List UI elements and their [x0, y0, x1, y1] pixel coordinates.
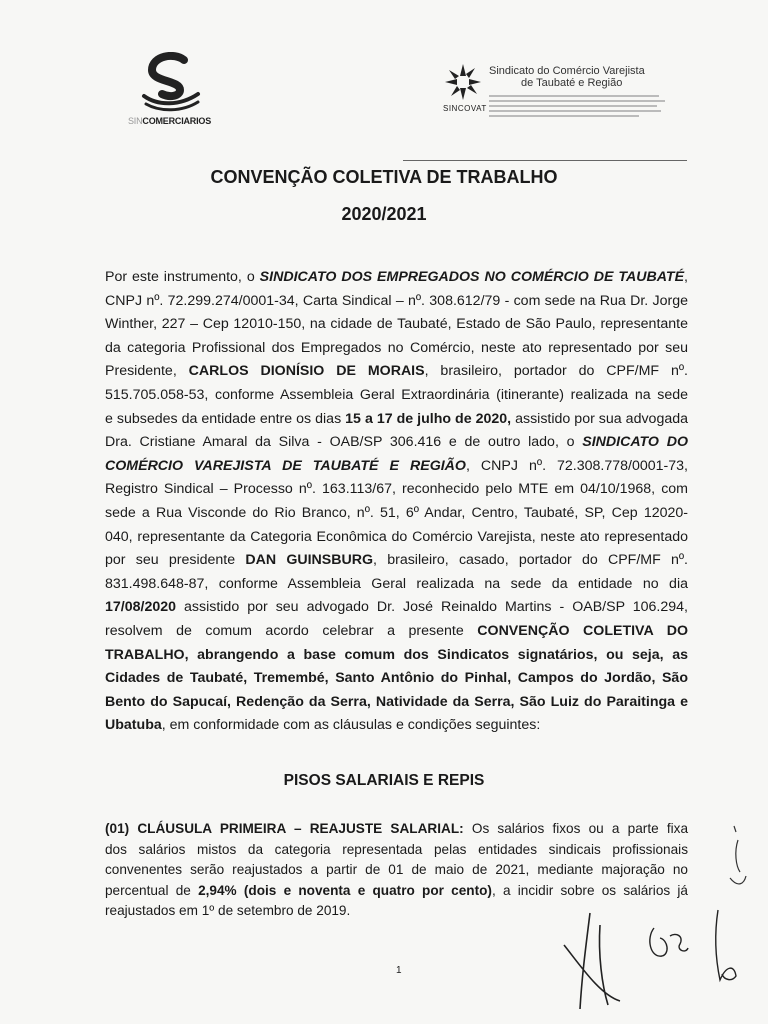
- sincovat-name-line2: de Taubaté e Região: [521, 77, 623, 89]
- preamble-line: [105, 360, 688, 384]
- preamble-text: assistido por sua advogada: [511, 410, 689, 427]
- preamble-line: [105, 714, 688, 738]
- preamble-text: SINDICATO DOS EMPREGADOS NO COMÉRCIO DE TAUBATÉ: [259, 269, 685, 285]
- preamble-line: [105, 620, 688, 644]
- preamble-text: resolvem de comum acordo celebrar a presente: [105, 622, 478, 639]
- clause-line: [105, 819, 688, 840]
- preamble-text: CONVENÇÃO COLETIVA DO: [477, 622, 688, 639]
- sincomerciarios-logo: [128, 52, 238, 132]
- signature-initials-1: [560, 905, 630, 1015]
- preamble-text: COMÉRCIO VAREJISTA DE TAUBATÉ E REGIÃO: [105, 457, 466, 474]
- preamble-text: 515.705.058-53, conforme Assembleia Geral Extraordinária (itinerante) realizada na sede: [105, 386, 688, 403]
- clause-line: [105, 860, 688, 881]
- preamble-text: Ubatuba: [105, 717, 162, 734]
- preamble-text: Presidente,: [105, 363, 189, 380]
- preamble-line: [105, 290, 688, 314]
- preamble-line: [105, 573, 688, 597]
- preamble-line: [105, 455, 688, 479]
- signature-initials-2: [706, 906, 746, 986]
- document-subtitle: 2020/2021: [341, 204, 427, 224]
- preamble-text: , brasileiro, portador do CPF/MF nº.: [424, 363, 688, 380]
- margin-initials: [724, 822, 750, 892]
- section-heading: PISOS SALARIAIS E REPIS: [283, 772, 485, 789]
- document-title: CONVENÇÃO COLETIVA DE TRABALHO: [210, 167, 558, 187]
- sincovat-emblem-icon: [443, 62, 483, 102]
- preamble-line: [105, 478, 688, 502]
- preamble-text: , em conformidade com as cláusulas e condições seguintes:: [161, 717, 541, 734]
- preamble-paragraph: [105, 266, 688, 738]
- clause-text: convenentes serão reajustados a partir de 01 de maio de 2021, mediante majoração no: [105, 862, 688, 878]
- preamble-line: [105, 526, 688, 550]
- preamble-line: [105, 408, 688, 432]
- preamble-line: [105, 644, 688, 668]
- preamble-text: da categoria Profissional dos Empregados no Comércio, neste ato representado por seu: [105, 339, 688, 356]
- clause-text: percentual de: [105, 882, 199, 898]
- preamble-text: sede a Rua Visconde do Rio Branco, nº. 51, 6º Andar, Centro, Taubaté, SP, Cep 12020-: [105, 504, 688, 521]
- preamble-text: , CNPJ nº. 72.308.778/0001-73,: [465, 457, 688, 474]
- preamble-text: DAN GUINSBURG: [245, 552, 374, 569]
- preamble-text: TRABALHO, abrangendo a base comum dos Sindicatos signatários, ou seja, as: [105, 646, 688, 663]
- preamble-text: ,: [684, 269, 688, 285]
- preamble-line: [105, 596, 688, 620]
- clause-text: reajustados em 1º de setembro de 2019.: [105, 903, 351, 919]
- preamble-text: CARLOS DIONÍSIO DE MORAIS: [188, 363, 425, 380]
- preamble-text: SINDICATO DO: [582, 434, 688, 451]
- sincomerciarios-emblem-icon: [140, 52, 204, 114]
- page-number: 1: [396, 965, 402, 976]
- clause-text: (01) CLÁUSULA PRIMEIRA – REAJUSTE SALARIAL:: [105, 821, 464, 836]
- clause-line: [105, 881, 688, 902]
- preamble-text: e subsedes da entidade entre os dias: [105, 410, 346, 427]
- oab-stamp-scribble: [644, 918, 692, 968]
- preamble-line: [105, 691, 688, 715]
- preamble-line: [105, 266, 688, 290]
- title-rule: [403, 160, 687, 161]
- clause-text: Os salários fixos ou a parte fixa: [463, 821, 688, 836]
- sincovat-fine-print: [489, 92, 669, 120]
- sincovat-logo: [443, 62, 683, 122]
- preamble-text: 831.498.648-87, conforme Assembleia Geral realizada na sede da entidade no dia: [105, 575, 688, 592]
- preamble-text: Cidades de Taubaté, Tremembé, Santo Antônio do Pinhal, Campos do Jordão, São: [105, 670, 688, 687]
- preamble-text: 17/08/2020: [105, 599, 177, 616]
- preamble-line: [105, 313, 688, 337]
- preamble-text: , brasileiro, casado, portador do CPF/MF nº.: [373, 552, 688, 569]
- preamble-text: assistido por seu advogado Dr. José Reinaldo Martins - OAB/SP 106.294,: [176, 599, 688, 616]
- preamble-text: Dra. Cristiane Amaral da Silva - OAB/SP 306.416 e de outro lado, o: [105, 434, 583, 451]
- preamble-text: Winther, 227 – Cep 12010-150, na cidade de Taubaté, Estado de São Paulo, representante: [105, 316, 688, 333]
- preamble-line: [105, 337, 688, 361]
- preamble-text: CNPJ nº. 72.299.274/0001-34, Carta Sindical – nº. 308.612/79 - com sede na Rua Dr. Jorge: [105, 292, 688, 309]
- preamble-text: por seu presidente: [105, 552, 246, 569]
- clause-text: , a incidir sobre os salários já: [491, 882, 688, 898]
- preamble-text: Bento do Sapucaí, Redenção da Serra, Natividade da Serra, São Luiz do Paraitinga e: [105, 693, 688, 710]
- preamble-line: [105, 549, 688, 573]
- clause-text: dos salários mistos da categoria representada pelas entidades sindicais profissionais: [105, 841, 688, 857]
- preamble-text: Registro Sindical – Processo nº. 163.113/67, reconhecido pelo MTE em 04/10/1968, com: [105, 481, 688, 498]
- preamble-text: 040, representante da Categoria Econômica do Comércio Varejista, neste ato representado: [105, 528, 688, 545]
- sincovat-acronym: SINCOVAT: [443, 104, 487, 113]
- sincomerciarios-wordmark: SINCOMERCIARIOS: [128, 116, 212, 126]
- sincovat-name-line1: Sindicato do Comércio Varejista: [489, 65, 645, 77]
- preamble-line: [105, 384, 688, 408]
- preamble-text: Por este instrumento, o: [105, 269, 260, 285]
- preamble-line: [105, 431, 688, 455]
- clause-line: [105, 840, 688, 861]
- clause-text: 2,94% (dois e noventa e quatro por cento): [198, 882, 492, 898]
- preamble-text: 15 a 17 de julho de 2020,: [345, 410, 512, 427]
- preamble-line: [105, 502, 688, 526]
- preamble-line: [105, 667, 688, 691]
